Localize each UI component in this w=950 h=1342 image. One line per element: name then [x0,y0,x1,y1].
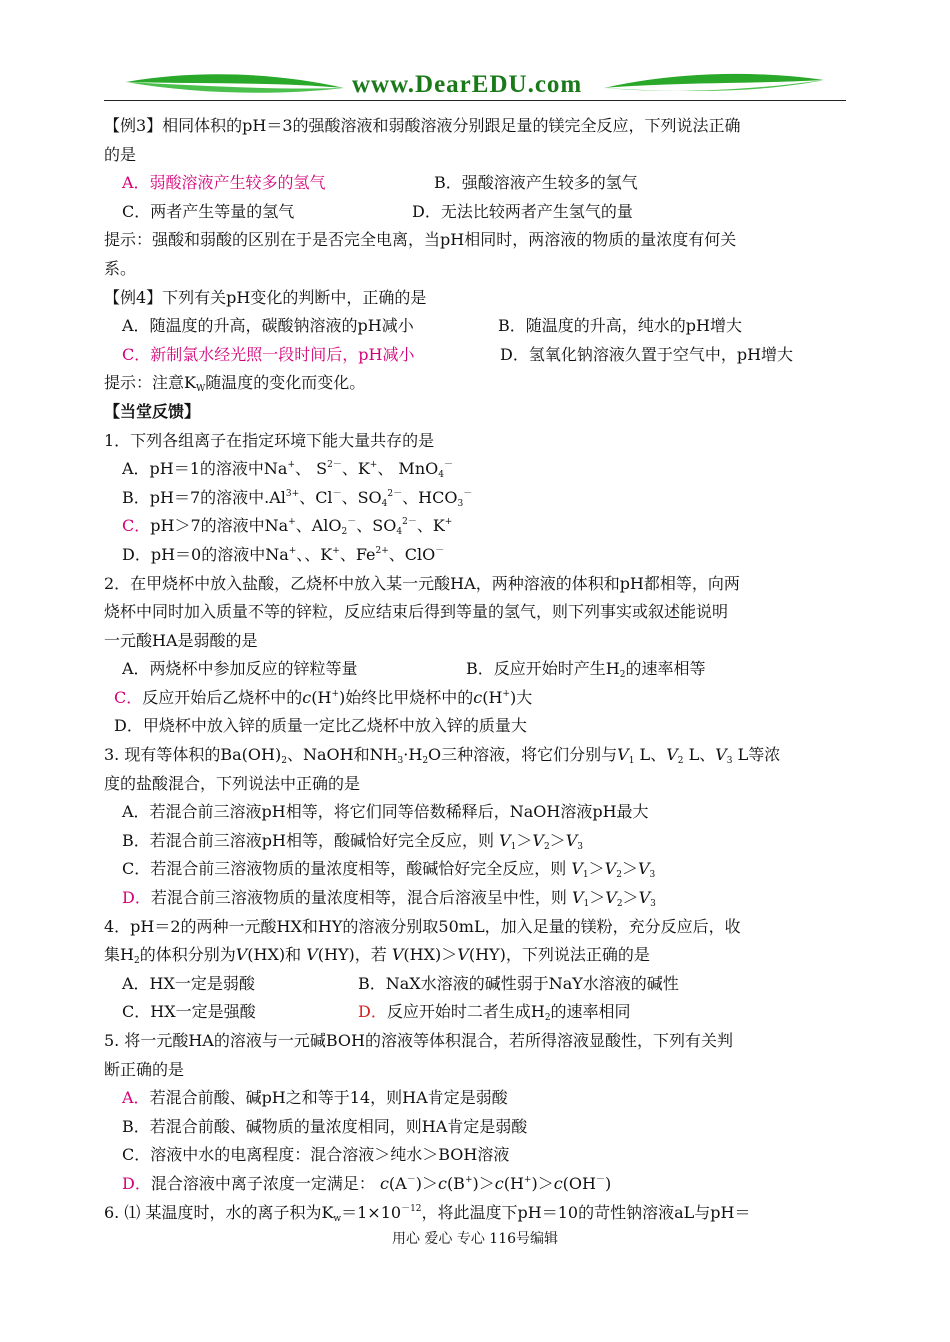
question-2-option-c: C．反应开始后乙烧杯中的c(H+)始终比甲烧杯中的c(H+)大 [114,687,533,707]
example-3-stem-cont: 的是 [104,144,137,164]
example-4-options-ab [104,312,852,341]
option-c: C．HX一定是强酸 [122,1002,256,1022]
question-3-stem-cont: 度的盐酸混合，下列说法中正确的是 [104,773,361,793]
question-5-option-d: D．混合溶液中离子浓度一定满足： c(A－)＞c(B+)＞c(H+)＞c(OH－) [122,1173,612,1193]
option-c: C．两者产生等量的氢气 [122,201,295,221]
question-4-stem: 4．pH＝2的两种一元酸HX和HY的溶液分别取50mL，加入足量的镁粉，充分反应后，收 [104,916,741,936]
option-b: B．随温度的升高，纯水的pH增大 [498,316,742,336]
option-c: C．新制氯水经光照一段时间后，pH减小 [122,344,415,364]
example-3-options-cd [104,198,852,227]
question-4-options-ab [104,970,852,999]
question-3-option-a: A．若混合前三溶液pH相等，将它们同等倍数稀释后，NaOH溶液pH最大 [122,802,649,822]
option-a: A．弱酸溶液产生较多的氢气 [122,173,326,193]
question-5-stem-cont: 断正确的是 [104,1059,185,1079]
example-4-hint: 提示：注意$K_W$随温度的变化而变化。 [104,373,366,395]
example-3-stem: 【例3】相同体积的pH＝3的强酸溶液和弱酸溶液分别跟足量的镁完全反应，下列说法正确 [104,116,741,135]
question-5-option-b: B．若混合前酸、碱物质的量浓度相同，则HA肯定是弱酸 [122,1116,528,1136]
example-4-options-cd [104,341,852,370]
question-2-options-ab [104,655,852,684]
question-5-option-c: C．溶液中水的电离程度：混合溶液＞纯水＞BOH溶液 [122,1145,510,1165]
question-1-option-a: A．pH＝1的溶液中Na+、 $S^{2-}$、K+、 MnO$_4$－ [122,459,453,481]
question-2-stem-cont: 一元酸HA是弱酸的是 [104,630,258,650]
question-1-option-c: C．pH＞7的溶液中Na+、AlO$_2$－、$SO_4^{2-}$、K+ [122,516,453,538]
question-3-stem: 3. 现有等体积的$Ba(OH)_2$、NaOH和$NH_3\cdot H_2O$三种溶液，将它们分别与$V_1$ L、$V_2$ L、$V_3$ L等浓 [104,745,781,767]
question-2-stem: 2．在甲烧杯中放入盐酸，乙烧杯中放入某一元酸HA，两种溶液的体积和pH都相等，向两 [104,573,740,593]
option-b: B．强酸溶液产生较多的氢气 [434,173,638,193]
page-footer: 用心 爱心 专心 116号编辑 [391,1231,559,1247]
question-5-option-a: A．若混合前酸、碱pH之和等于14，则HA肯定是弱酸 [122,1088,508,1108]
option-d: D．反应开始时二者生成$H_2$的速率相同 [358,1002,631,1024]
question-2-stem-cont: 烧杯中同时加入质量不等的锌粒，反应结束后得到等量的氢气，则下列事实或叙述能说明 [104,602,729,622]
question-1-option-d: D．pH＝0的溶液中Na+、、K+、$Fe^{2+}$、ClO－ [122,544,445,564]
option-b: B．反应开始时产生$H_2$的速率相等 [466,659,706,681]
question-2-option-d: D．甲烧杯中放入锌的质量一定比乙烧杯中放入锌的质量大 [114,716,527,736]
header-divider [104,100,846,101]
example-3-hint: 提示：强酸和弱酸的区别在于是否完全电离，当pH相同时，两溶液的物质的量浓度有何关 [104,230,737,250]
site-header-banner [104,68,846,102]
option-a: A．两烧杯中参加反应的锌粒等量 [122,659,358,679]
question-6-stem: 6. ⑴ 某温度时，水的离子积为$K_w=1\times 10^{-12}$，将此温度下pH＝10的苛性钠溶液aL与pH＝ [104,1202,751,1224]
example-4-stem: 【例4】下列有关pH变化的判断中，正确的是 [104,287,427,307]
question-3-option-c: C．若混合前三溶液物质的量浓度相等，酸碱恰好完全反应，则 $V_1>V_2>V_3$ [122,859,656,881]
question-4-options-cd [104,998,852,1027]
option-a: A．随温度的升高，碳酸钠溶液的pH减小 [122,316,414,336]
example-3-hint-cont: 系。 [104,258,137,278]
option-d: D．氢氧化钠溶液久置于空气中，pH增大 [500,344,794,364]
feedback-title: 【当堂反馈】 [104,401,201,421]
option-b: B．NaX水溶液的碱性弱于NaY水溶液的碱性 [358,973,679,993]
question-1-option-b: B．pH＝7的溶液中$.Al^{3+}$、Cl－、$SO_4^{2-}$、$HCO_3^-$ [122,487,473,509]
option-d: D．无法比较两者产生氢气的量 [412,201,633,221]
question-1-stem: 1．下列各组离子在指定环境下能大量共存的是 [104,430,435,450]
question-3-option-b: B．若混合前三溶液pH相等，酸碱恰好完全反应，则 $V_1>V_2>V_3$ [122,830,583,852]
worksheet-body [104,112,852,1227]
site-logo[interactable]: www.DearEDU.com [352,71,583,98]
question-3-option-d: D．若混合前三溶液物质的量浓度相等，混合后溶液呈中性，则 $V_1>V_2>V_3$ [122,888,656,910]
question-4-stem-cont: 集$H_2$的体积分别为V(HX)和 V(HY)，若 V(HX)＞V(HY)，下列说法正确的是 [104,945,650,967]
question-5-stem: 5. 将一元酸HA的溶液与一元碱BOH的溶液等体积混合，若所得溶液显酸性，下列有关判 [104,1031,733,1050]
option-a: A．HX一定是弱酸 [122,973,255,993]
example-3-options-ab [104,169,852,198]
